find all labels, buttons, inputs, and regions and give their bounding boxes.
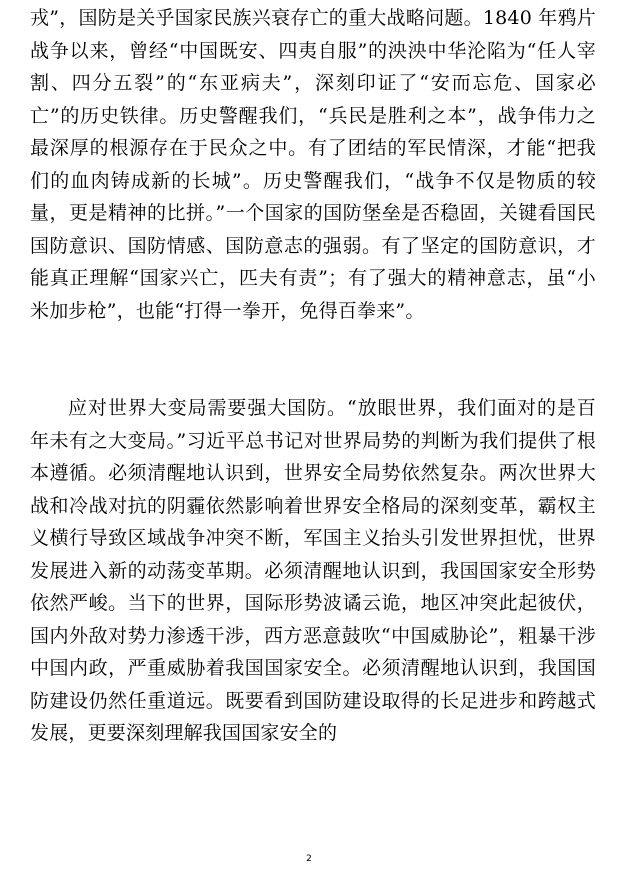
page-number: 2 bbox=[306, 854, 312, 864]
body-paragraph-2: 应对世界大变局需要强大国防。“放眼世界，我们面对的是百年未有之大变局。”习近平总书记对世界局势的判断为我们提供了根本遵循。必须清醒地认识到，世界安全局势依然复杂。两次世界大战和冷战对抗的阴霾依然影响着世界安全格局的深刻变革，霸权主义横行导致区域战争冲突不断，军国主义抬头引发世界担忧，世界发展进入新的动荡变革期。必须清醒地认识到，我国国家安全形势依然严峻。当下的世界，国际形势波谲云诡，地区冲突此起彼伏，国内外敌对势力渗透干涉，西方恶意鼓吹“中国威胁论”，粗暴干涉中国内政，严重威胁着我国国家安全。必须清醒地认识到，我国国防建设仍然任重道远。既要看到国防建设取得的长足进步和跨越式发展，更要深刻理解我国国家安全的 bbox=[30, 397, 596, 744]
body-paragraph-1: 戎”，国防是关乎国家民族兴衰存亡的重大战略问题。1840 年鸦片战争以来，曾经“中国既安、四夷自服”的泱泱中华沦陷为“任人宰割、四分五裂”的“东亚病夫”，深刻印证了“安而忘危、国家必亡”的历史铁律。历史警醒我们，“兵民是胜利之本”，战争伟力之最深厚的根源存在于民众之中。有了团结的军民情深，才能“把我们的血肉铸成新的长城”。历史警醒我们，“战争不仅是物质的较量，更是精神的比拼。”一个国家的国防堡垒是否稳固，关键看国民国防意识、国防情感、国防意志的强弱。有了坚定的国防意识，才能真正理解“国家兴亡，匹夫有责”；有了强大的精神意志，虽“小米加步枪”，也能“打得一拳开，免得百拳来”。 bbox=[30, 7, 596, 322]
